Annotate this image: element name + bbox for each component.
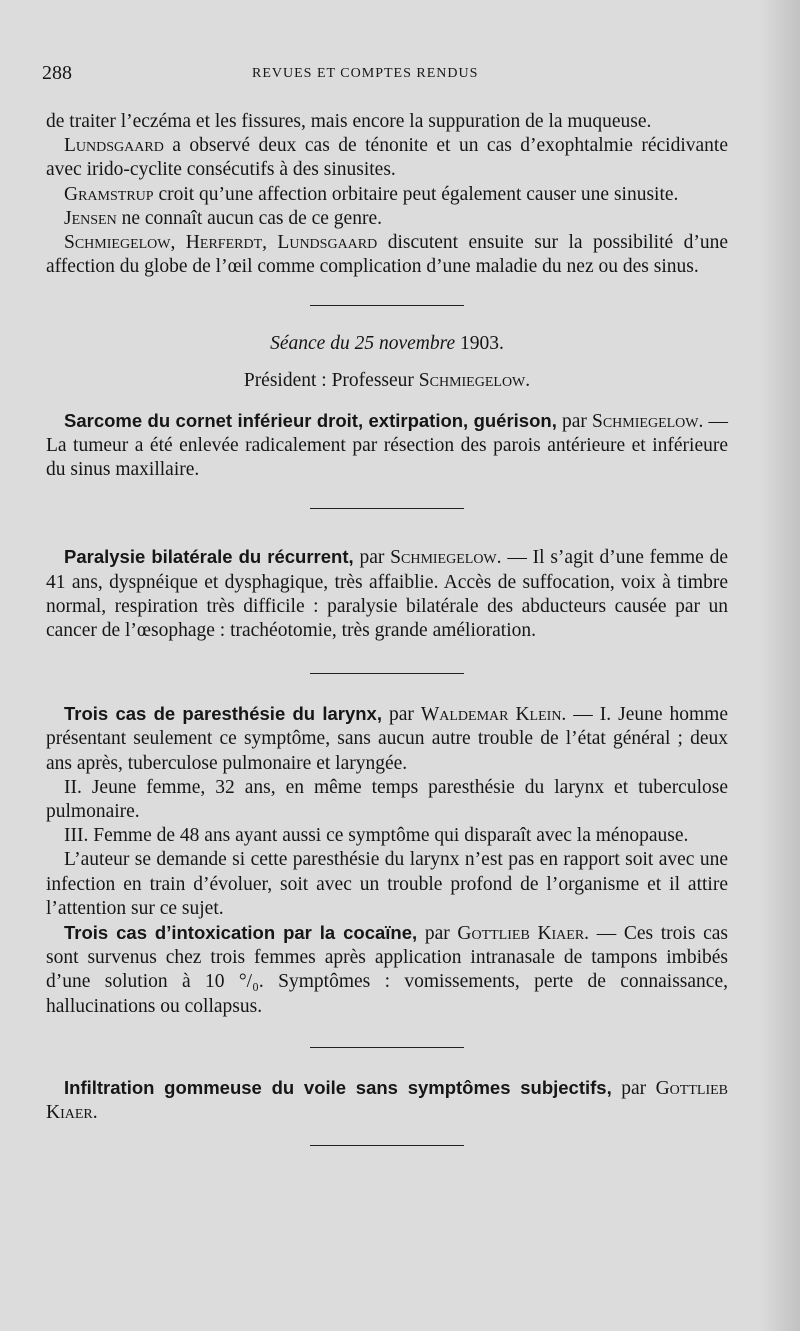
author-names: Schmiegelow, Herferdt, Lundsgaard — [64, 232, 378, 254]
president-name: Schmiegelow. — [418, 369, 531, 391]
article-author: Schmiegelow. — [390, 547, 502, 569]
paragraph: L’auteur se demande si cette paresthésie du larynx n’est pas en rapport soit avec une infection en train d’évoluer, soit avec un trouble profond de l’organisme et il attire l’attention sur ce sujet. — [46, 849, 728, 919]
section-divider — [310, 1145, 464, 1146]
page-edge-shadow — [760, 0, 800, 1331]
article-text: — La tumeur a été enlevée radicalement par résection des parois antérieure et inférieure du sinus maxillaire. — [46, 410, 728, 481]
article-text: — Ces trois cas sont survenus chez trois femmes après application intranasale de tampons imbibés d’une solution à 10 °/₀. Symptômes : vomissements, perte de connaissance, hallucinations ou collapsus. — [46, 923, 728, 1017]
article-author: Schmiegelow. — [592, 410, 704, 432]
session-heading — [46, 332, 728, 356]
author-name: Jensen — [64, 207, 117, 229]
author-name: Lundsgaard — [64, 135, 164, 157]
article — [46, 545, 728, 643]
article-title: Paralysie bilatérale du récurrent, — [64, 546, 354, 568]
article — [46, 409, 728, 483]
article-title: Sarcome du cornet inférieur droit, extirpation, guérison, — [64, 409, 557, 431]
page-header — [42, 62, 742, 88]
president-label: Président : Professeur — [243, 369, 419, 391]
paragraph — [46, 110, 728, 134]
article-text: — Il s’agit d’une femme de 41 ans, dyspnéique et dysphagique, très affaiblie. Accès de suffocation, voix à timbre normal, respiration très difficile : paralysie bilatérale des abducteurs causée par un cancer de l’œsophage : trachéotomie, très grande amélioration. — [46, 547, 728, 642]
paragraph — [46, 134, 728, 182]
article — [46, 921, 728, 1019]
paragraph — [46, 183, 728, 207]
section-divider — [310, 673, 464, 674]
paragraph-text: croit qu’une affection orbitaire peut également causer une sinusite. — [153, 183, 679, 205]
article-by: par — [611, 1077, 656, 1099]
article-by: par — [353, 547, 391, 569]
section-divider — [310, 305, 464, 306]
article-title: Trois cas de paresthésie du larynx, — [64, 703, 382, 725]
president-line — [46, 369, 728, 393]
page-number: 288 — [42, 62, 72, 84]
article-by: par — [417, 923, 458, 945]
paragraph — [46, 207, 728, 231]
article-author: Gottlieb Kiaer. — [46, 1077, 728, 1124]
paragraph-text: a observé deux cas de ténonite et un cas d’exophtalmie récidivante avec irido-cyclite consécutifs à des sinusites. — [46, 135, 728, 181]
article — [46, 702, 728, 776]
paragraph-text: discutent ensuite sur la possibilité d’une affection du globe de l’œil comme complication d’une maladie du nez ou des sinus. — [46, 232, 728, 278]
paragraph-text: de traiter l’eczéma et les fissures, mais encore la suppuration de la muqueuse. — [46, 111, 652, 132]
article-title: Trois cas d’intoxication par la cocaïne, — [64, 922, 418, 944]
article-author: Waldemar Klein. — [420, 704, 567, 726]
session-date: Séance du 25 novembre — [270, 333, 456, 355]
article-text: — I. Jeune homme présentant seulement ce symptôme, sans aucun autre trouble de l’état général ; deux ans après, tuberculose pulmonaire et laryngée. — [46, 704, 728, 774]
author-name: Gramstrup — [64, 183, 154, 205]
article-by: par — [381, 704, 421, 726]
section-divider — [310, 1047, 464, 1048]
session-year: 1903. — [455, 333, 504, 355]
article-author: Gottlieb Kiaer. — [457, 923, 590, 945]
paragraph-text: ne connaît aucun cas de ce genre. — [116, 207, 382, 229]
article — [46, 1076, 728, 1125]
running-head: REVUES ET COMPTES RENDUS — [252, 66, 479, 81]
paragraph: III. Femme de 48 ans ayant aussi ce symptôme qui disparaît avec la ménopause. — [64, 825, 689, 847]
paragraph: II. Jeune femme, 32 ans, en même temps paresthésie du larynx et tuberculose pulmonaire. — [46, 776, 728, 823]
paragraph — [46, 231, 728, 279]
article-title: Infiltration gommeuse du voile sans symptômes subjectifs, — [64, 1076, 612, 1098]
page-body — [46, 110, 728, 1146]
article-by: par — [556, 410, 592, 432]
section-divider — [310, 508, 464, 509]
